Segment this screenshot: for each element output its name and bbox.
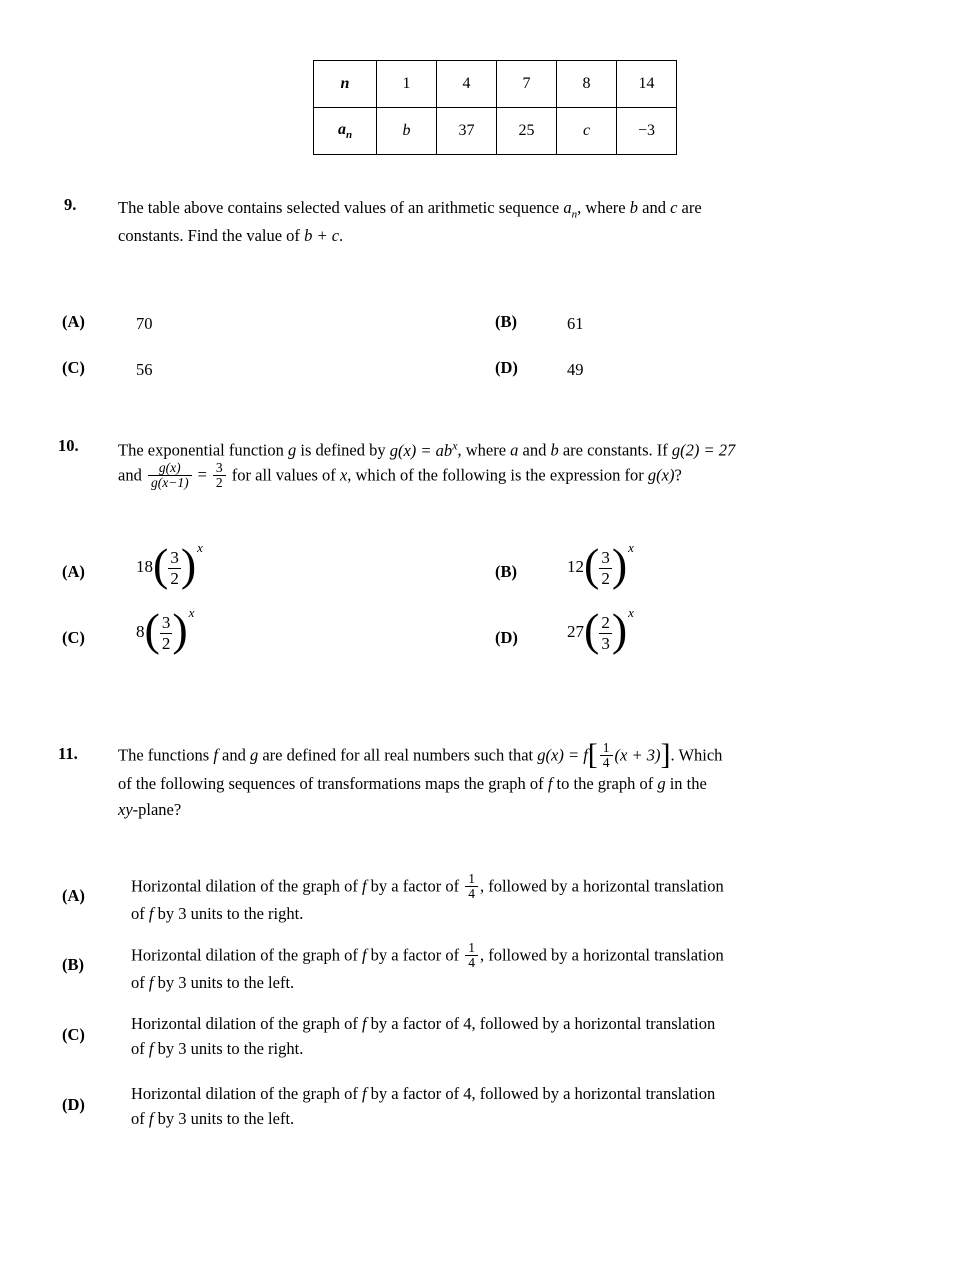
q10-option-c-label[interactable]: (C) — [62, 628, 85, 647]
q10-value-fraction: $\frac{3}{2}$ — [213, 461, 226, 490]
q10-and: and — [118, 465, 146, 485]
q10-option-a-label[interactable]: (A) — [62, 562, 85, 581]
q11-part3: are defined for all real numbers such that — [258, 745, 538, 765]
q11-option-b-text[interactable]: Horizontal dilation of the graph of f by a factor of $\frac{1}{4}$ , followed by a horizontal translation of f by 3 units to the left. — [131, 940, 724, 993]
cell-text: 37 — [458, 122, 475, 139]
cell-text: 14 — [638, 75, 655, 92]
q9-an: $a_n$ — [563, 198, 578, 221]
q11-option-d-text[interactable]: Horizontal dilation of the graph of f by a factor of 4, followed by a horizontal translation of f by 3 units to the left. — [131, 1084, 716, 1128]
q9-b: b — [629, 198, 638, 217]
question-9-text — [118, 195, 888, 249]
q11-part2: and — [217, 745, 250, 765]
q9-option-a-label[interactable]: (A) — [62, 312, 85, 331]
q10-part1: The exponential function — [118, 440, 288, 460]
question-10-text-line2 — [118, 462, 918, 491]
table-cell — [617, 61, 677, 108]
table-row — [314, 108, 677, 155]
q9-line2c: . — [339, 226, 344, 246]
q11-option-c-label[interactable]: (C) — [62, 1025, 85, 1044]
q11-part4: . Which — [670, 745, 723, 765]
q10-x: x — [339, 465, 348, 485]
q11-option-c-text[interactable]: Horizontal dilation of the graph of f by a factor of 4, followed by a horizontal translation of f by 3 units to the right. — [131, 1014, 716, 1058]
q11-option-d-label[interactable]: (D) — [62, 1095, 85, 1114]
table-cell — [497, 108, 557, 155]
cell-text: 7 — [522, 75, 531, 92]
q9-option-c-text[interactable]: 56 — [136, 360, 153, 379]
q10-option-d-label[interactable]: (D) — [495, 628, 518, 647]
q10-qmark: ? — [674, 465, 682, 485]
q9-line2a: constants. Find the value of — [118, 226, 305, 246]
factor-fraction: $\frac{1}{4}$ — [465, 941, 478, 970]
q10-part3: , where — [457, 440, 511, 460]
q10-option-b-text[interactable] — [567, 538, 634, 590]
table-cell — [557, 61, 617, 108]
q11-line2-c: in the — [665, 774, 707, 794]
cell-text: 8 — [582, 75, 591, 92]
q11-f: f — [213, 745, 218, 765]
factor-fraction: $\frac{1}{4}$ — [465, 872, 478, 901]
table-cell — [437, 108, 497, 155]
q10-d-expression: 27( $\frac{2}{3}$ )$^x$ — [567, 603, 634, 655]
q11-line2-f: f — [547, 774, 553, 794]
q9-part1: The table above contains selected values of an arithmetic sequence — [118, 198, 564, 217]
question-9-number: 9. — [64, 195, 77, 214]
q10-b: b — [550, 440, 559, 460]
q11-line2-g: g — [657, 774, 666, 794]
q9-option-a-text[interactable]: 70 — [136, 314, 153, 333]
q10-gx: g(x) — [647, 465, 675, 485]
question-11-text — [118, 738, 918, 823]
table-cell — [377, 108, 437, 155]
q11-option-a-text[interactable]: Horizontal dilation of the graph of f by a factor of $\frac{1}{4}$ , followed by a horizontal translation of f by 3 units to the right. — [131, 871, 724, 924]
cell-text: 4 — [462, 75, 471, 92]
q10-line2-rest: for all values of — [227, 465, 340, 485]
q10-g2: g(2) = 27 — [671, 440, 736, 460]
q9-option-b-label[interactable]: (B) — [495, 312, 517, 331]
table-header-an: $a_n$ — [314, 108, 377, 155]
q9-option-c-label[interactable]: (C) — [62, 358, 85, 377]
q9-option-d-text[interactable]: 49 — [567, 360, 584, 379]
q11-line2-b: to the graph of — [552, 774, 658, 794]
table-row — [314, 61, 677, 108]
question-10-number: 10. — [58, 436, 79, 455]
q9-part2: , where — [577, 198, 630, 217]
q10-option-c-text[interactable] — [136, 603, 195, 655]
q10-part5: are constants. If — [558, 440, 672, 460]
q11-g: g — [249, 745, 259, 765]
q10-a-expression: 18( $\frac{3}{2}$ )$^x$ — [136, 538, 203, 590]
q10-a: a — [510, 440, 519, 460]
q10-c-expression: 8( $\frac{3}{2}$ )$^x$ — [136, 603, 195, 655]
q11-line3: -plane? — [132, 799, 182, 819]
cell-text: −3 — [637, 122, 656, 139]
q10-ratio-fraction: $\frac{g(x)}{g(x-1)}$ — [148, 461, 192, 490]
q11-option-b-label[interactable]: (B) — [62, 955, 84, 974]
table-cell — [437, 61, 497, 108]
table-cell — [617, 108, 677, 155]
table-cell — [497, 61, 557, 108]
cell-text: b — [402, 122, 411, 139]
q10-g: g — [288, 440, 297, 460]
table-cell — [377, 61, 437, 108]
q10-part2: is defined by — [296, 440, 390, 460]
q9-part4: are — [677, 198, 702, 217]
q9-option-d-label[interactable]: (D) — [495, 358, 518, 377]
arithmetic-sequence-table — [313, 60, 677, 155]
cell-text: n — [340, 75, 350, 92]
q11-bracket-expression: [ $\frac{1}{4}$ (x + 3)] — [587, 738, 671, 772]
q11-part1: The functions — [118, 745, 214, 765]
q9-option-b-text[interactable]: 61 — [567, 314, 584, 333]
q10-option-a-text[interactable] — [136, 538, 203, 590]
q11-option-a-label[interactable]: (A) — [62, 886, 85, 905]
cell-text: 25 — [518, 122, 535, 139]
q11-eq-lhs: g(x) = f — [537, 745, 588, 765]
q10-option-b-label[interactable]: (B) — [495, 562, 517, 581]
q10-part4: and — [518, 440, 551, 460]
q9-part3: and — [638, 198, 671, 217]
cell-text: c — [582, 122, 591, 139]
table-cell — [557, 108, 617, 155]
q10-option-d-text[interactable] — [567, 603, 634, 655]
q10-definition: $g(x) = ab^x$ — [389, 438, 458, 460]
q10-equals: = — [197, 465, 207, 485]
question-10-text — [118, 436, 918, 463]
q9-line2b: b + c — [304, 226, 340, 246]
q10-line2-end: , which of the following is the expression for — [347, 465, 648, 485]
q11-xy: xy — [118, 799, 133, 819]
q11-line2: of the following sequences of transformations maps the graph of — [118, 774, 548, 794]
table-header-n — [314, 61, 377, 108]
q9-c: c — [670, 198, 678, 217]
q10-b-expression: 12( $\frac{3}{2}$ )$^x$ — [567, 538, 634, 590]
question-11-number: 11. — [58, 744, 78, 763]
cell-text: 1 — [402, 75, 411, 92]
